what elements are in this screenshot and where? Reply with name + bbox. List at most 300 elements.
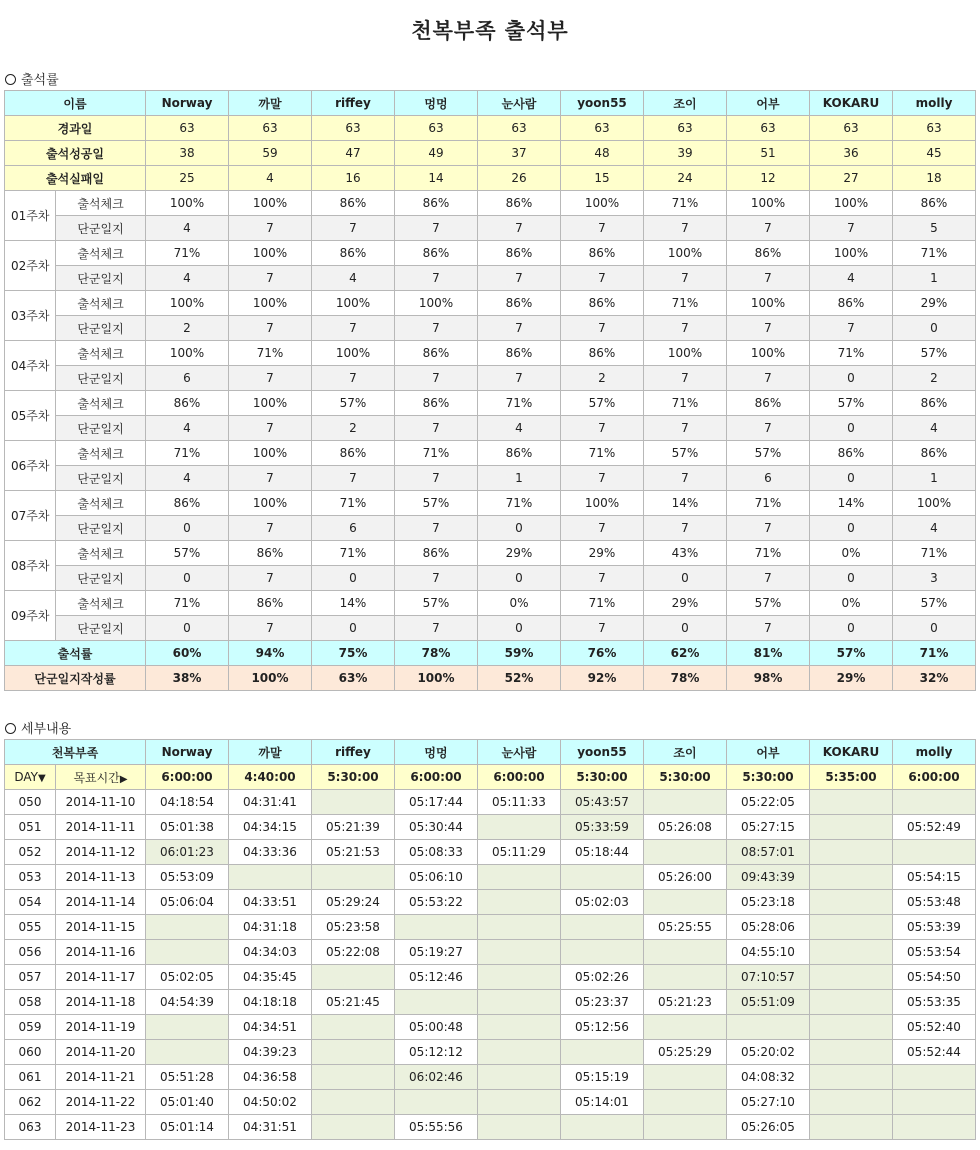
check-label: 출석체크 — [56, 341, 146, 366]
table-cell: 7 — [727, 316, 810, 341]
table-cell: 7 — [561, 266, 644, 291]
empty-cell — [644, 1065, 727, 1090]
time-cell: 05:53:48 — [893, 890, 976, 915]
table-cell: 6 — [146, 366, 229, 391]
table-cell: 37 — [478, 141, 561, 166]
page-title: 천복부족 출석부 — [411, 19, 569, 43]
empty-cell — [810, 1090, 893, 1115]
table-cell: 86% — [727, 241, 810, 266]
table-row — [5, 341, 976, 366]
table-cell: 100% — [146, 291, 229, 316]
day-cell: 050 — [5, 790, 56, 815]
time-cell: 05:53:35 — [893, 990, 976, 1015]
empty-cell — [644, 940, 727, 965]
empty-cell — [146, 1015, 229, 1040]
table-cell: 2 — [893, 366, 976, 391]
target-time: 5:30:00 — [727, 765, 810, 790]
table-cell: 5 — [893, 216, 976, 241]
table-cell: 7 — [395, 466, 478, 491]
member-header: 까말 — [229, 91, 312, 116]
empty-cell — [312, 1015, 395, 1040]
time-cell: 05:27:15 — [727, 815, 810, 840]
time-cell: 05:22:05 — [727, 790, 810, 815]
table-cell: 4 — [146, 466, 229, 491]
table-cell: 71% — [478, 491, 561, 516]
time-cell: 05:25:55 — [644, 915, 727, 940]
table-cell: 1 — [893, 466, 976, 491]
table-cell: 86% — [561, 291, 644, 316]
row-label: 경과일 — [5, 116, 146, 141]
table-cell: 0 — [146, 516, 229, 541]
table-cell: 100% — [229, 491, 312, 516]
table-cell: 0% — [478, 591, 561, 616]
table-cell: 7 — [395, 266, 478, 291]
table-cell: 100% — [229, 241, 312, 266]
time-cell: 05:33:59 — [561, 815, 644, 840]
table-cell: 7 — [229, 566, 312, 591]
date-cell: 2014-11-18 — [56, 990, 146, 1015]
time-cell: 05:21:39 — [312, 815, 395, 840]
table-cell: 49 — [395, 141, 478, 166]
table-cell: 86% — [810, 441, 893, 466]
table-cell: 71% — [146, 441, 229, 466]
table-cell: 0 — [893, 316, 976, 341]
table-cell: 100% — [229, 191, 312, 216]
day-cell: 055 — [5, 915, 56, 940]
table-cell: 71% — [146, 591, 229, 616]
empty-cell — [478, 1115, 561, 1140]
table-cell: 7 — [727, 366, 810, 391]
table-cell: 100% — [395, 291, 478, 316]
time-cell: 05:52:44 — [893, 1040, 976, 1065]
time-cell: 04:31:41 — [229, 790, 312, 815]
table-cell: 0 — [478, 566, 561, 591]
triangle-down-icon: ▼ — [37, 773, 46, 784]
table-header-row — [5, 91, 976, 116]
table-cell: 7 — [644, 366, 727, 391]
table-cell: 86% — [229, 541, 312, 566]
empty-cell — [810, 865, 893, 890]
table-cell: 24 — [644, 166, 727, 191]
table-cell: 100% — [229, 666, 312, 691]
table-cell: 29% — [644, 591, 727, 616]
day-cell: 063 — [5, 1115, 56, 1140]
target-time: 5:30:00 — [312, 765, 395, 790]
table-cell: 63% — [312, 666, 395, 691]
table-cell: 0 — [644, 616, 727, 641]
table-cell: 100% — [561, 191, 644, 216]
table-cell: 7 — [727, 266, 810, 291]
empty-cell — [561, 1040, 644, 1065]
member-header: 눈사람 — [478, 91, 561, 116]
table-row — [5, 865, 976, 890]
table-cell: 86% — [478, 191, 561, 216]
table-cell: 7 — [229, 516, 312, 541]
time-cell: 05:02:26 — [561, 965, 644, 990]
table-cell: 86% — [478, 341, 561, 366]
empty-cell — [478, 1040, 561, 1065]
attendance-rate-row — [5, 641, 976, 666]
empty-cell — [478, 815, 561, 840]
day-cell: 062 — [5, 1090, 56, 1115]
time-cell: 05:06:10 — [395, 865, 478, 890]
time-cell: 05:52:40 — [893, 1015, 976, 1040]
table-cell: 7 — [478, 266, 561, 291]
member-header: 조이 — [644, 740, 727, 765]
member-header: Norway — [146, 91, 229, 116]
time-cell: 04:18:18 — [229, 990, 312, 1015]
table-row — [5, 566, 976, 591]
table-row — [5, 541, 976, 566]
name-header: 이름 — [5, 91, 146, 116]
table-cell: 57% — [810, 641, 893, 666]
table-cell: 7 — [312, 366, 395, 391]
date-cell: 2014-11-12 — [56, 840, 146, 865]
empty-cell — [644, 790, 727, 815]
table-cell: 7 — [727, 416, 810, 441]
table-cell: 7 — [395, 416, 478, 441]
table-cell: 98% — [727, 666, 810, 691]
time-cell: 05:28:06 — [727, 915, 810, 940]
table-cell: 7 — [644, 516, 727, 541]
table-cell: 100% — [561, 491, 644, 516]
empty-cell — [312, 965, 395, 990]
table-cell: 4 — [146, 266, 229, 291]
table-row — [5, 790, 976, 815]
table-cell: 0% — [810, 591, 893, 616]
date-cell: 2014-11-22 — [56, 1090, 146, 1115]
diary-label: 단군일지 — [56, 516, 146, 541]
empty-cell — [810, 915, 893, 940]
time-cell: 05:12:12 — [395, 1040, 478, 1065]
table-cell: 71% — [893, 541, 976, 566]
empty-cell — [312, 790, 395, 815]
section-detail-label: 세부내용 — [21, 722, 72, 737]
target-time: 6:00:00 — [146, 765, 229, 790]
table-row — [5, 516, 976, 541]
diary-label: 단군일지 — [56, 466, 146, 491]
date-cell: 2014-11-10 — [56, 790, 146, 815]
diary-label: 단군일지 — [56, 616, 146, 641]
table-cell: 86% — [395, 541, 478, 566]
week-label: 06주차 — [5, 441, 56, 491]
empty-cell — [478, 865, 561, 890]
date-cell: 2014-11-19 — [56, 1015, 146, 1040]
table-cell: 0 — [146, 566, 229, 591]
table-cell: 63 — [146, 116, 229, 141]
table-cell: 14% — [312, 591, 395, 616]
empty-cell — [810, 1040, 893, 1065]
table-cell: 3 — [893, 566, 976, 591]
time-cell: 05:21:45 — [312, 990, 395, 1015]
week-label: 04주차 — [5, 341, 56, 391]
diary-label: 단군일지 — [56, 566, 146, 591]
time-cell: 05:21:53 — [312, 840, 395, 865]
time-cell: 07:10:57 — [727, 965, 810, 990]
table-cell: 100% — [727, 341, 810, 366]
time-cell: 04:33:36 — [229, 840, 312, 865]
time-cell: 05:54:50 — [893, 965, 976, 990]
table-cell: 100% — [146, 191, 229, 216]
date-cell: 2014-11-11 — [56, 815, 146, 840]
time-cell: 05:22:08 — [312, 940, 395, 965]
table-row — [5, 166, 976, 191]
table-cell: 71% — [644, 291, 727, 316]
time-cell: 05:51:28 — [146, 1065, 229, 1090]
table-cell: 60% — [146, 641, 229, 666]
table-cell: 7 — [229, 416, 312, 441]
diary-label: 단군일지 — [56, 216, 146, 241]
table-row — [5, 466, 976, 491]
empty-cell — [810, 940, 893, 965]
table-cell: 0 — [810, 566, 893, 591]
table-cell: 86% — [727, 391, 810, 416]
table-cell: 7 — [395, 316, 478, 341]
table-cell: 71% — [312, 491, 395, 516]
table-row — [5, 241, 976, 266]
diary-rate-row — [5, 666, 976, 691]
time-cell: 05:15:19 — [561, 1065, 644, 1090]
section-attendance-title — [0, 62, 980, 90]
section-attendance-label: 출석률 — [21, 73, 59, 88]
table-cell: 86% — [312, 241, 395, 266]
week-label: 05주차 — [5, 391, 56, 441]
table-cell: 39 — [644, 141, 727, 166]
member-header: 멍멍 — [395, 91, 478, 116]
diary-label: 단군일지 — [56, 416, 146, 441]
table-cell: 86% — [395, 241, 478, 266]
table-cell: 71% — [727, 491, 810, 516]
week-label: 07주차 — [5, 491, 56, 541]
time-cell: 05:26:08 — [644, 815, 727, 840]
table-cell: 71% — [229, 341, 312, 366]
table-cell: 94% — [229, 641, 312, 666]
date-cell: 2014-11-21 — [56, 1065, 146, 1090]
table-cell: 4 — [229, 166, 312, 191]
table-cell: 7 — [229, 316, 312, 341]
table-cell: 86% — [561, 241, 644, 266]
table-cell: 7 — [810, 216, 893, 241]
table-row — [5, 291, 976, 316]
member-header: 멍멍 — [395, 740, 478, 765]
table-cell: 86% — [229, 591, 312, 616]
table-cell: 100% — [810, 241, 893, 266]
table-cell: 51 — [727, 141, 810, 166]
table-cell: 57% — [395, 491, 478, 516]
table-cell: 7 — [561, 566, 644, 591]
table-cell: 71% — [478, 391, 561, 416]
table-cell: 0 — [312, 566, 395, 591]
time-cell: 05:00:48 — [395, 1015, 478, 1040]
day-label: DAY — [14, 770, 38, 784]
table-cell: 7 — [561, 416, 644, 441]
empty-cell — [644, 890, 727, 915]
empty-cell — [727, 1015, 810, 1040]
table-cell: 71% — [561, 591, 644, 616]
check-label: 출석체크 — [56, 591, 146, 616]
row-label: 단군일지작성률 — [5, 666, 146, 691]
week-label: 09주차 — [5, 591, 56, 641]
time-cell: 05:11:29 — [478, 840, 561, 865]
time-cell: 05:01:38 — [146, 815, 229, 840]
table-cell: 100% — [229, 441, 312, 466]
table-cell: 7 — [644, 266, 727, 291]
day-header — [5, 765, 56, 790]
table-cell: 7 — [644, 216, 727, 241]
empty-cell — [478, 965, 561, 990]
time-cell: 04:50:02 — [229, 1090, 312, 1115]
table-row — [5, 1015, 976, 1040]
time-cell: 04:31:18 — [229, 915, 312, 940]
week-label: 01주차 — [5, 191, 56, 241]
table-cell: 7 — [727, 516, 810, 541]
table-cell: 100% — [229, 391, 312, 416]
table-cell: 7 — [395, 366, 478, 391]
table-cell: 29% — [478, 541, 561, 566]
empty-cell — [312, 1040, 395, 1065]
time-cell: 05:23:18 — [727, 890, 810, 915]
table-cell: 57% — [644, 441, 727, 466]
table-cell: 63 — [229, 116, 312, 141]
table-cell: 0 — [810, 466, 893, 491]
empty-cell — [395, 990, 478, 1015]
table-cell: 63 — [727, 116, 810, 141]
table-cell: 86% — [561, 341, 644, 366]
time-cell: 06:02:46 — [395, 1065, 478, 1090]
table-cell: 29% — [561, 541, 644, 566]
time-cell: 05:02:05 — [146, 965, 229, 990]
table-cell: 7 — [561, 316, 644, 341]
day-cell: 056 — [5, 940, 56, 965]
table-cell: 0 — [146, 616, 229, 641]
table-cell: 7 — [229, 366, 312, 391]
empty-cell — [312, 1115, 395, 1140]
empty-cell — [561, 915, 644, 940]
table-cell: 14% — [810, 491, 893, 516]
day-cell: 059 — [5, 1015, 56, 1040]
table-cell: 4 — [312, 266, 395, 291]
table-cell: 47 — [312, 141, 395, 166]
empty-cell — [810, 815, 893, 840]
table-cell: 4 — [893, 516, 976, 541]
day-cell: 057 — [5, 965, 56, 990]
target-time: 5:30:00 — [644, 765, 727, 790]
time-cell: 05:54:15 — [893, 865, 976, 890]
time-cell: 05:23:37 — [561, 990, 644, 1015]
table-cell: 86% — [893, 441, 976, 466]
time-cell: 04:31:51 — [229, 1115, 312, 1140]
empty-cell — [478, 940, 561, 965]
check-label: 출석체크 — [56, 291, 146, 316]
target-time: 6:00:00 — [395, 765, 478, 790]
detail-table — [4, 739, 976, 1140]
week-label: 03주차 — [5, 291, 56, 341]
table-cell: 38 — [146, 141, 229, 166]
empty-cell — [810, 840, 893, 865]
table-cell: 7 — [229, 616, 312, 641]
target-time: 6:00:00 — [478, 765, 561, 790]
table-row — [5, 965, 976, 990]
table-row — [5, 990, 976, 1015]
table-cell: 4 — [478, 416, 561, 441]
table-cell: 18 — [893, 166, 976, 191]
empty-cell — [644, 965, 727, 990]
table-row — [5, 1065, 976, 1090]
table-cell: 63 — [395, 116, 478, 141]
time-cell: 05:26:00 — [644, 865, 727, 890]
check-label: 출석체크 — [56, 391, 146, 416]
table-cell: 63 — [893, 116, 976, 141]
table-cell: 78% — [395, 641, 478, 666]
table-cell: 7 — [644, 316, 727, 341]
table-cell: 7 — [395, 616, 478, 641]
time-cell: 04:54:39 — [146, 990, 229, 1015]
empty-cell — [395, 915, 478, 940]
time-cell: 08:57:01 — [727, 840, 810, 865]
table-cell: 2 — [312, 416, 395, 441]
table-cell: 0 — [810, 616, 893, 641]
table-cell: 86% — [478, 291, 561, 316]
table-cell: 86% — [395, 191, 478, 216]
empty-cell — [478, 1015, 561, 1040]
member-header: KOKARU — [810, 91, 893, 116]
table-cell: 7 — [395, 566, 478, 591]
empty-cell — [561, 1115, 644, 1140]
table-cell: 4 — [810, 266, 893, 291]
table-cell: 63 — [644, 116, 727, 141]
time-cell: 05:26:05 — [727, 1115, 810, 1140]
table-cell: 29% — [810, 666, 893, 691]
table-cell: 36 — [810, 141, 893, 166]
table-cell: 7 — [561, 216, 644, 241]
diary-label: 단군일지 — [56, 266, 146, 291]
table-cell: 52% — [478, 666, 561, 691]
table-row — [5, 616, 976, 641]
empty-cell — [561, 865, 644, 890]
table-row — [5, 591, 976, 616]
member-header: riffey — [312, 740, 395, 765]
check-label: 출석체크 — [56, 241, 146, 266]
table-row — [5, 1115, 976, 1140]
time-cell: 05:21:23 — [644, 990, 727, 1015]
empty-cell — [893, 790, 976, 815]
empty-cell — [644, 1015, 727, 1040]
table-cell: 6 — [727, 466, 810, 491]
table-row — [5, 416, 976, 441]
table-cell: 0 — [810, 516, 893, 541]
table-cell: 25 — [146, 166, 229, 191]
empty-cell — [810, 890, 893, 915]
table-cell: 7 — [561, 516, 644, 541]
date-cell: 2014-11-16 — [56, 940, 146, 965]
table-cell: 100% — [893, 491, 976, 516]
time-cell: 04:18:54 — [146, 790, 229, 815]
table-cell: 7 — [395, 216, 478, 241]
empty-cell — [478, 915, 561, 940]
table-cell: 71% — [395, 441, 478, 466]
table-cell: 76% — [561, 641, 644, 666]
table-row — [5, 366, 976, 391]
check-label: 출석체크 — [56, 541, 146, 566]
time-cell: 05:25:29 — [644, 1040, 727, 1065]
table-cell: 26 — [478, 166, 561, 191]
table-cell: 7 — [229, 266, 312, 291]
day-cell: 054 — [5, 890, 56, 915]
empty-cell — [395, 1090, 478, 1115]
table-cell: 63 — [810, 116, 893, 141]
time-cell: 05:08:33 — [395, 840, 478, 865]
table-cell: 100% — [312, 341, 395, 366]
